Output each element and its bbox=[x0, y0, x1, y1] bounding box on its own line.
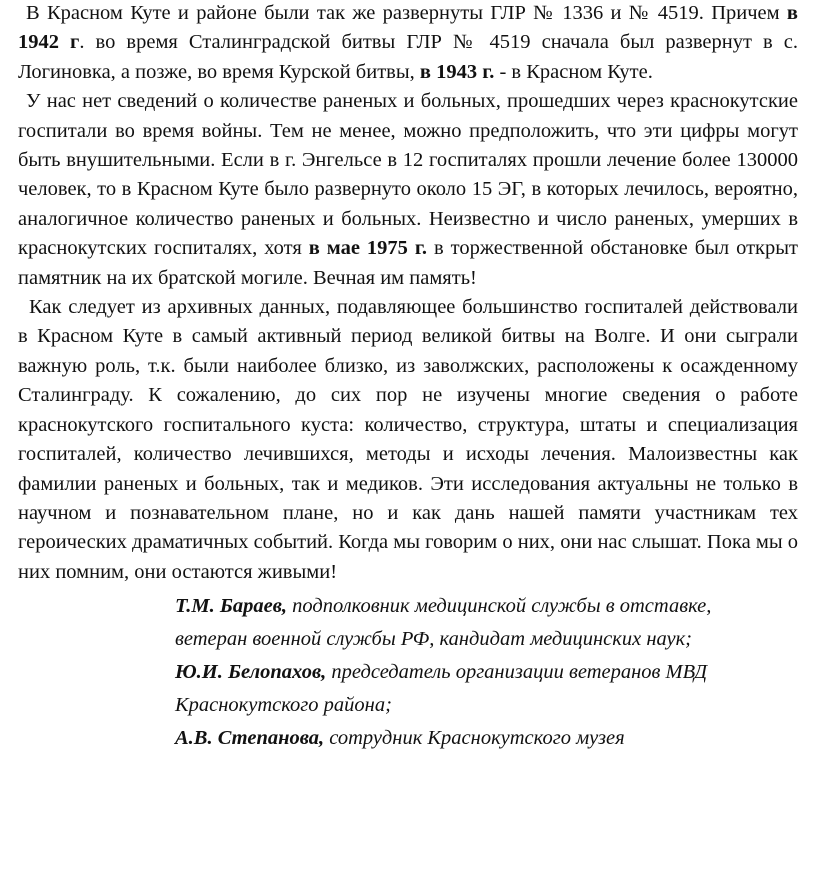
text-segment: В Красном Куте и районе были так же развернуты ГЛР № 1336 и № 4519. Причем bbox=[26, 2, 787, 24]
signature-line bbox=[175, 656, 798, 689]
signature-line bbox=[175, 590, 798, 623]
signature-line: Краснокутского района; bbox=[175, 694, 392, 717]
bold-date: в 1942 г bbox=[18, 2, 798, 54]
paragraph-wounded-count bbox=[18, 87, 798, 293]
signatures-block bbox=[175, 590, 798, 755]
signature-line: ветеран военной службы РФ, кандидат медицинских наук; bbox=[175, 628, 693, 651]
author-name: Т.М. Бараев, bbox=[175, 595, 287, 618]
text-segment: У нас нет сведений о количестве раненых и больных, прошедших через краснокутские госпитали во время войны. Тем не менее, можно предположить, что эти цифры могут быть внушительными. Если в г. Энгельсе в 12 госпиталях прошли лечение более 130000 человек, то в Красном Куте было развернуто около 15 ЭГ, в которых лечилось, вероятно, аналогичное количество раненых и больных. Неизвестно и число раненых, умерших в краснокутских госпиталях, хотя bbox=[18, 90, 798, 260]
text-segment: - в Красном Куте. bbox=[494, 60, 653, 83]
text-segment: в торжественной обстановке был открыт памятник на их братской могиле. Вечная им память! bbox=[18, 237, 798, 289]
text-segment: Как следует из архивных данных, подавляющее большинство госпиталей действовали в Красном Куте в самый активный период великой битвы на Волге. И они сыграли важную роль, т.к. были наиболее близко, из заволжских, расположены к осажденному Сталинграду. К сожалению, до сих пор не изучены многие сведения о работе краснокутского госпитального куста: количество, структура, штаты и специализация госпиталей, количество лечившихся, методы и исходы лечения. Малоизвестны как фамилии раненых и больных, так и медиков. Эти исследования актуальны не только в научном и познавательном плане, но и как дань нашей памяти участникам тех героических драматичных событий. Когда мы говорим о них, они нас слышат. Пока мы о них помним, они остаются живыми! bbox=[18, 296, 798, 583]
author-name: Ю.И. Белопахов, bbox=[175, 661, 327, 684]
paragraph-hospitals-deployment bbox=[18, 0, 798, 87]
text-segment: . во время Сталинградской битвы ГЛР № 4519 сначала был развернут в с. Логиновка, а позже, во время Курской битвы, bbox=[18, 31, 798, 83]
author-role: сотрудник Краснокутского музея bbox=[324, 727, 625, 750]
paragraph-archive-data bbox=[18, 293, 798, 587]
author-role: председатель организации ветеранов МВД bbox=[326, 661, 708, 684]
bold-date: в мае 1975 г. bbox=[308, 237, 428, 260]
bold-date: в 1943 г. bbox=[419, 60, 495, 83]
author-name: А.В. Степанова, bbox=[175, 727, 325, 750]
signature-line bbox=[175, 722, 798, 755]
author-role: подполковник медицинской службы в отставке, bbox=[287, 595, 712, 618]
